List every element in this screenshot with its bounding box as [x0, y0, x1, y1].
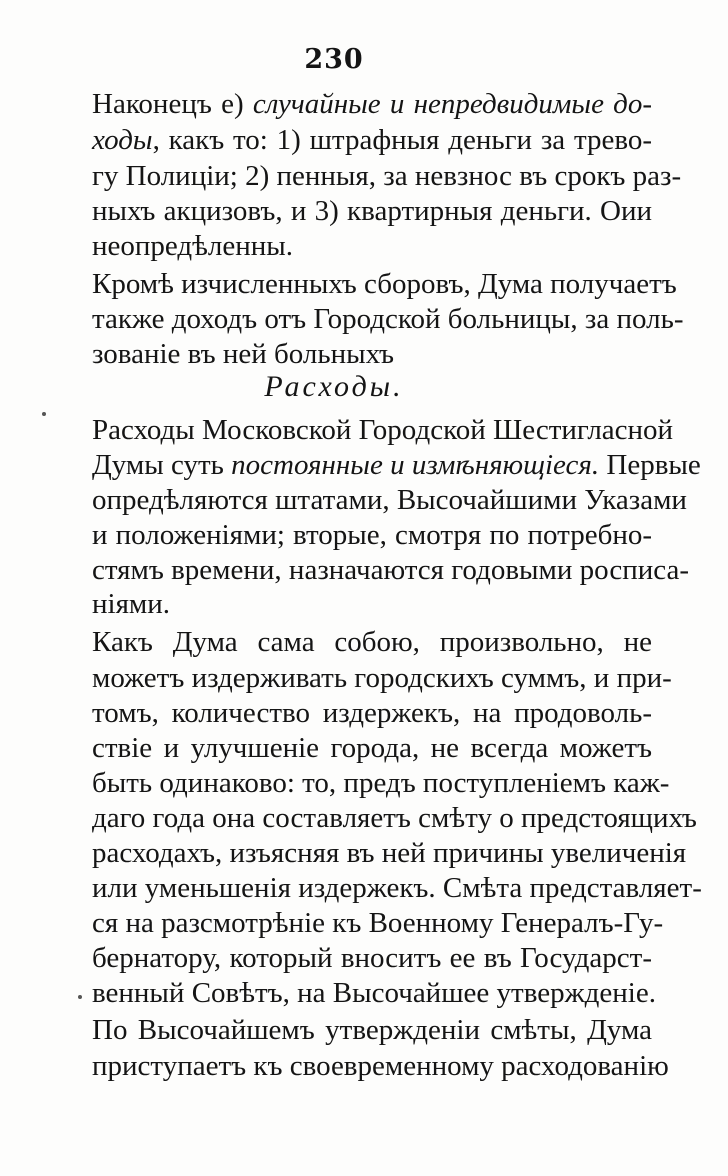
- text-line: Кромѣ изчисленныхъ сборовъ, Дума получаетъ: [92, 268, 677, 300]
- text-line: ся на разсмотрѣніе къ Военному Генералъ-Гу-: [92, 907, 664, 939]
- text-line: ніями.: [92, 588, 171, 620]
- text-line: можетъ издерживать городскихъ суммъ, и при-: [92, 662, 672, 694]
- text-line: опредѣляются штатами, Высочайшими Указами: [92, 484, 687, 516]
- text-line: Какъ Дума сама собою, произвольно, не: [92, 626, 652, 658]
- text-line: неопредѣленны.: [92, 230, 294, 262]
- text-line: Наконецъ е) случайные и непредвидимые до-: [92, 88, 653, 120]
- text-line: зованіе въ ней больныхъ: [92, 338, 395, 370]
- text-line: также доходъ отъ Городской больницы, за поль-: [92, 303, 684, 335]
- text-line: ходы, какъ то: 1) штрафныя деньги за трево-: [92, 124, 652, 156]
- text-line: По Высочайшемъ утвержденіи смѣты, Дума: [92, 1014, 652, 1046]
- text-line: и положеніями; вторые, смотря по потребно-: [92, 519, 652, 551]
- print-speck: [78, 995, 82, 999]
- text-line: расходахъ, изъясняя въ ней причины увеличенія: [92, 837, 687, 869]
- text-line: Думы суть постоянные и измѣняющіеся. Первые: [92, 449, 701, 481]
- text-line: гу Полиціи; 2) пенныя, за невзнос въ срокъ раз-: [92, 160, 682, 192]
- text-line: приступаетъ къ своевременному расходованію: [92, 1050, 669, 1082]
- text-line: бернатору, который вноситъ ее въ Государст-: [92, 942, 652, 974]
- text-line: ныхъ акцизовъ, и 3) квартирныя деньги. Оии: [92, 195, 652, 227]
- text-line: томъ, количество издержекъ, на продоволь-: [92, 697, 652, 729]
- text-line: или уменьшенія издержекъ. Смѣта представляет-: [92, 872, 702, 904]
- print-speck: [42, 412, 46, 416]
- text-line: стямъ времени, назначаются годовыми росписа-: [92, 554, 690, 586]
- text-line: даго года она составляетъ смѣту о предстоящихъ: [92, 802, 697, 834]
- text-line: Расходы Московской Городской Шестигласной: [92, 414, 674, 446]
- text-line: ствіе и улучшеніе города, не всегда можетъ: [92, 732, 652, 764]
- text-line: венный Совѣтъ, на Высочайшее утвержденіе.: [92, 977, 656, 1009]
- text-line: быть одинаково: то, предъ поступленіемъ каж-: [92, 767, 670, 799]
- page-number: 230: [304, 44, 364, 75]
- section-heading: Расходы.: [264, 370, 404, 403]
